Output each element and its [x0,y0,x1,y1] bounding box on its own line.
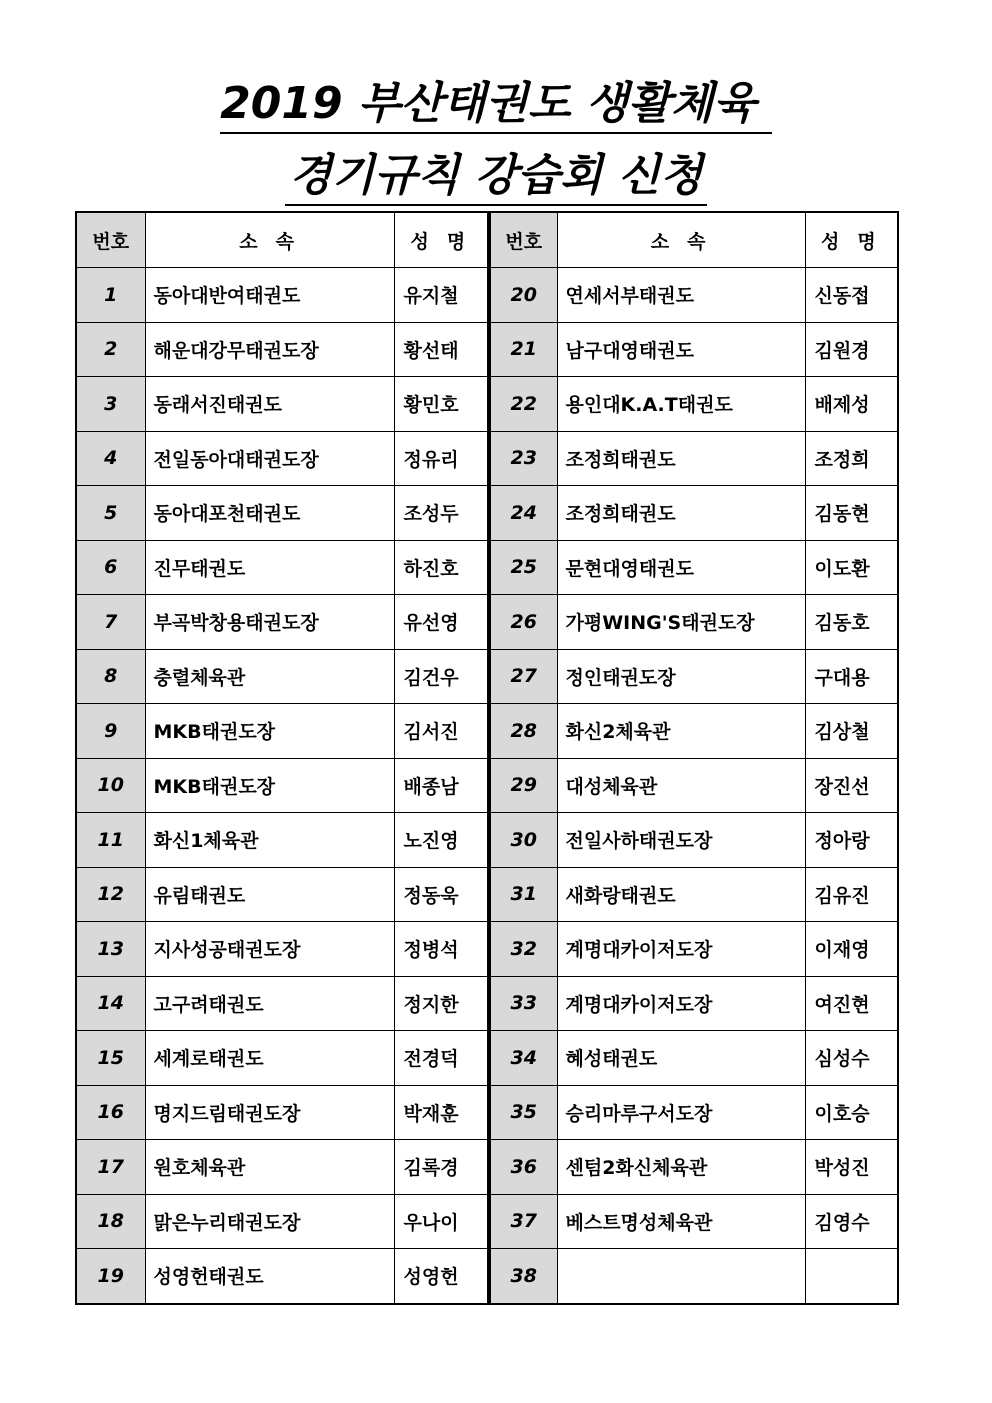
row-affiliation: 유림태권도 [145,867,394,922]
row-affiliation: 성영헌태권도 [145,1249,394,1304]
header-name: 성 명 [805,212,898,268]
table-row [76,758,488,813]
row-number: 28 [490,704,557,759]
document-title-line2 [0,150,992,206]
row-number: 10 [76,758,145,813]
row-name: 정아랑 [805,813,898,868]
row-number: 33 [490,976,557,1031]
row-number: 13 [76,922,145,977]
row-name: 황민호 [394,377,488,432]
row-name: 조성두 [394,486,488,541]
table-row [490,867,898,922]
row-affiliation: 지사성공태권도장 [145,922,394,977]
table-row [76,813,488,868]
row-number: 5 [76,486,145,541]
row-affiliation: 센텀2화신체육관 [557,1140,805,1195]
row-affiliation: 명지드림태권도장 [145,1085,394,1140]
table-row [76,540,488,595]
registration-table-right [489,211,899,1305]
row-number: 6 [76,540,145,595]
row-number: 19 [76,1249,145,1304]
row-affiliation: 남구대영태권도 [557,322,805,377]
row-number: 35 [490,1085,557,1140]
row-name: 김록경 [394,1140,488,1195]
table-row [76,1249,488,1304]
table-row [76,649,488,704]
row-name: 성영헌 [394,1249,488,1304]
row-name: 배종남 [394,758,488,813]
row-name: 김영수 [805,1194,898,1249]
row-number: 7 [76,595,145,650]
registration-table-left [75,211,489,1305]
table-header-row [490,212,898,268]
row-affiliation: 조정희태권도 [557,486,805,541]
table-row [490,813,898,868]
row-name [805,1249,898,1304]
table-row [490,486,898,541]
table-row [490,431,898,486]
row-number: 17 [76,1140,145,1195]
row-name: 김동현 [805,486,898,541]
row-name: 신동접 [805,268,898,323]
table-row [76,1194,488,1249]
row-affiliation: 승리마루구서도장 [557,1085,805,1140]
table-row [76,1085,488,1140]
row-name: 김동호 [805,595,898,650]
table-row [490,922,898,977]
row-number: 12 [76,867,145,922]
row-name: 김원경 [805,322,898,377]
row-number: 21 [490,322,557,377]
table-row [76,595,488,650]
row-number: 34 [490,1031,557,1086]
header-num: 번호 [76,212,145,268]
table-row [490,268,898,323]
table-row [490,1194,898,1249]
row-affiliation: 베스트명성체육관 [557,1194,805,1249]
row-name: 정병석 [394,922,488,977]
row-number: 16 [76,1085,145,1140]
row-number: 26 [490,595,557,650]
table-row [76,704,488,759]
row-name: 김상철 [805,704,898,759]
table-row [490,1031,898,1086]
row-affiliation: 동아대포천태권도 [145,486,394,541]
document-title-line1 [0,78,992,134]
row-affiliation: 맑은누리태권도장 [145,1194,394,1249]
row-number: 4 [76,431,145,486]
row-affiliation: 혜성태권도 [557,1031,805,1086]
row-name: 김유진 [805,867,898,922]
row-number: 37 [490,1194,557,1249]
row-affiliation: 대성체육관 [557,758,805,813]
row-name: 김건우 [394,649,488,704]
row-name: 황선태 [394,322,488,377]
table-row [490,704,898,759]
table-row [76,486,488,541]
header-num: 번호 [490,212,557,268]
table-row [490,976,898,1031]
row-affiliation: 용인대K.A.T태권도 [557,377,805,432]
row-number: 15 [76,1031,145,1086]
header-org: 소 속 [145,212,394,268]
row-affiliation: 진무태권도 [145,540,394,595]
table-row [76,377,488,432]
row-number: 38 [490,1249,557,1304]
row-number: 25 [490,540,557,595]
row-affiliation: 세계로태권도 [145,1031,394,1086]
row-affiliation: 새화랑태권도 [557,867,805,922]
row-name: 이도환 [805,540,898,595]
row-name: 이재영 [805,922,898,977]
row-affiliation: 조정희태권도 [557,431,805,486]
table-row [490,595,898,650]
row-affiliation: 연세서부태권도 [557,268,805,323]
table-row [490,758,898,813]
row-affiliation: 동래서진태권도 [145,377,394,432]
table-row [490,649,898,704]
table-row [490,540,898,595]
row-number: 29 [490,758,557,813]
table-row [76,1031,488,1086]
table-row [76,268,488,323]
row-affiliation: 문현대영태권도 [557,540,805,595]
row-number: 36 [490,1140,557,1195]
row-name: 정유리 [394,431,488,486]
row-name: 배제성 [805,377,898,432]
table-row [76,922,488,977]
row-number: 18 [76,1194,145,1249]
row-name: 우나이 [394,1194,488,1249]
row-affiliation: MKB태권도장 [145,758,394,813]
row-affiliation: 계명대카이저도장 [557,922,805,977]
header-name: 성 명 [394,212,488,268]
row-affiliation: 가평WING'S태권도장 [557,595,805,650]
row-name: 김서진 [394,704,488,759]
row-affiliation: 동아대반여태권도 [145,268,394,323]
table-row [76,1140,488,1195]
row-number: 1 [76,268,145,323]
row-affiliation: 화신1체육관 [145,813,394,868]
table-row [490,1249,898,1304]
row-name: 장진선 [805,758,898,813]
row-number: 31 [490,867,557,922]
row-number: 2 [76,322,145,377]
table-row [490,1085,898,1140]
table-row [490,1140,898,1195]
row-affiliation: 계명대카이저도장 [557,976,805,1031]
table-row [76,322,488,377]
row-affiliation: 전일사하태권도장 [557,813,805,868]
table-header-row [76,212,488,268]
row-name: 정지한 [394,976,488,1031]
row-name: 박재훈 [394,1085,488,1140]
table-row [490,377,898,432]
row-number: 20 [490,268,557,323]
title-text-2: 경기규칙 강습회 신청 [285,154,706,206]
row-name: 이호승 [805,1085,898,1140]
row-name: 구대용 [805,649,898,704]
row-name: 조정희 [805,431,898,486]
row-affiliation: 고구려태권도 [145,976,394,1031]
table-row [76,867,488,922]
row-number: 32 [490,922,557,977]
row-affiliation: 충렬체육관 [145,649,394,704]
row-name: 정동욱 [394,867,488,922]
row-number: 11 [76,813,145,868]
header-org: 소 속 [557,212,805,268]
table-row [76,976,488,1031]
row-number: 30 [490,813,557,868]
table-row [76,431,488,486]
row-name: 전경덕 [394,1031,488,1086]
row-affiliation [557,1249,805,1304]
row-name: 유지철 [394,268,488,323]
row-number: 22 [490,377,557,432]
title-text-1: 2019 부산태권도 생활체육 [220,82,772,134]
row-name: 박성진 [805,1140,898,1195]
row-affiliation: 원호체육관 [145,1140,394,1195]
row-number: 3 [76,377,145,432]
row-name: 유선영 [394,595,488,650]
row-number: 14 [76,976,145,1031]
table-row [490,322,898,377]
row-name: 여진현 [805,976,898,1031]
row-affiliation: 정인태권도장 [557,649,805,704]
row-number: 27 [490,649,557,704]
row-number: 24 [490,486,557,541]
row-affiliation: 화신2체육관 [557,704,805,759]
row-affiliation: 부곡박창용태권도장 [145,595,394,650]
row-number: 9 [76,704,145,759]
row-name: 심성수 [805,1031,898,1086]
row-name: 하진호 [394,540,488,595]
row-name: 노진영 [394,813,488,868]
row-number: 8 [76,649,145,704]
row-affiliation: 해운대강무태권도장 [145,322,394,377]
row-affiliation: MKB태권도장 [145,704,394,759]
row-number: 23 [490,431,557,486]
row-affiliation: 전일동아대태권도장 [145,431,394,486]
